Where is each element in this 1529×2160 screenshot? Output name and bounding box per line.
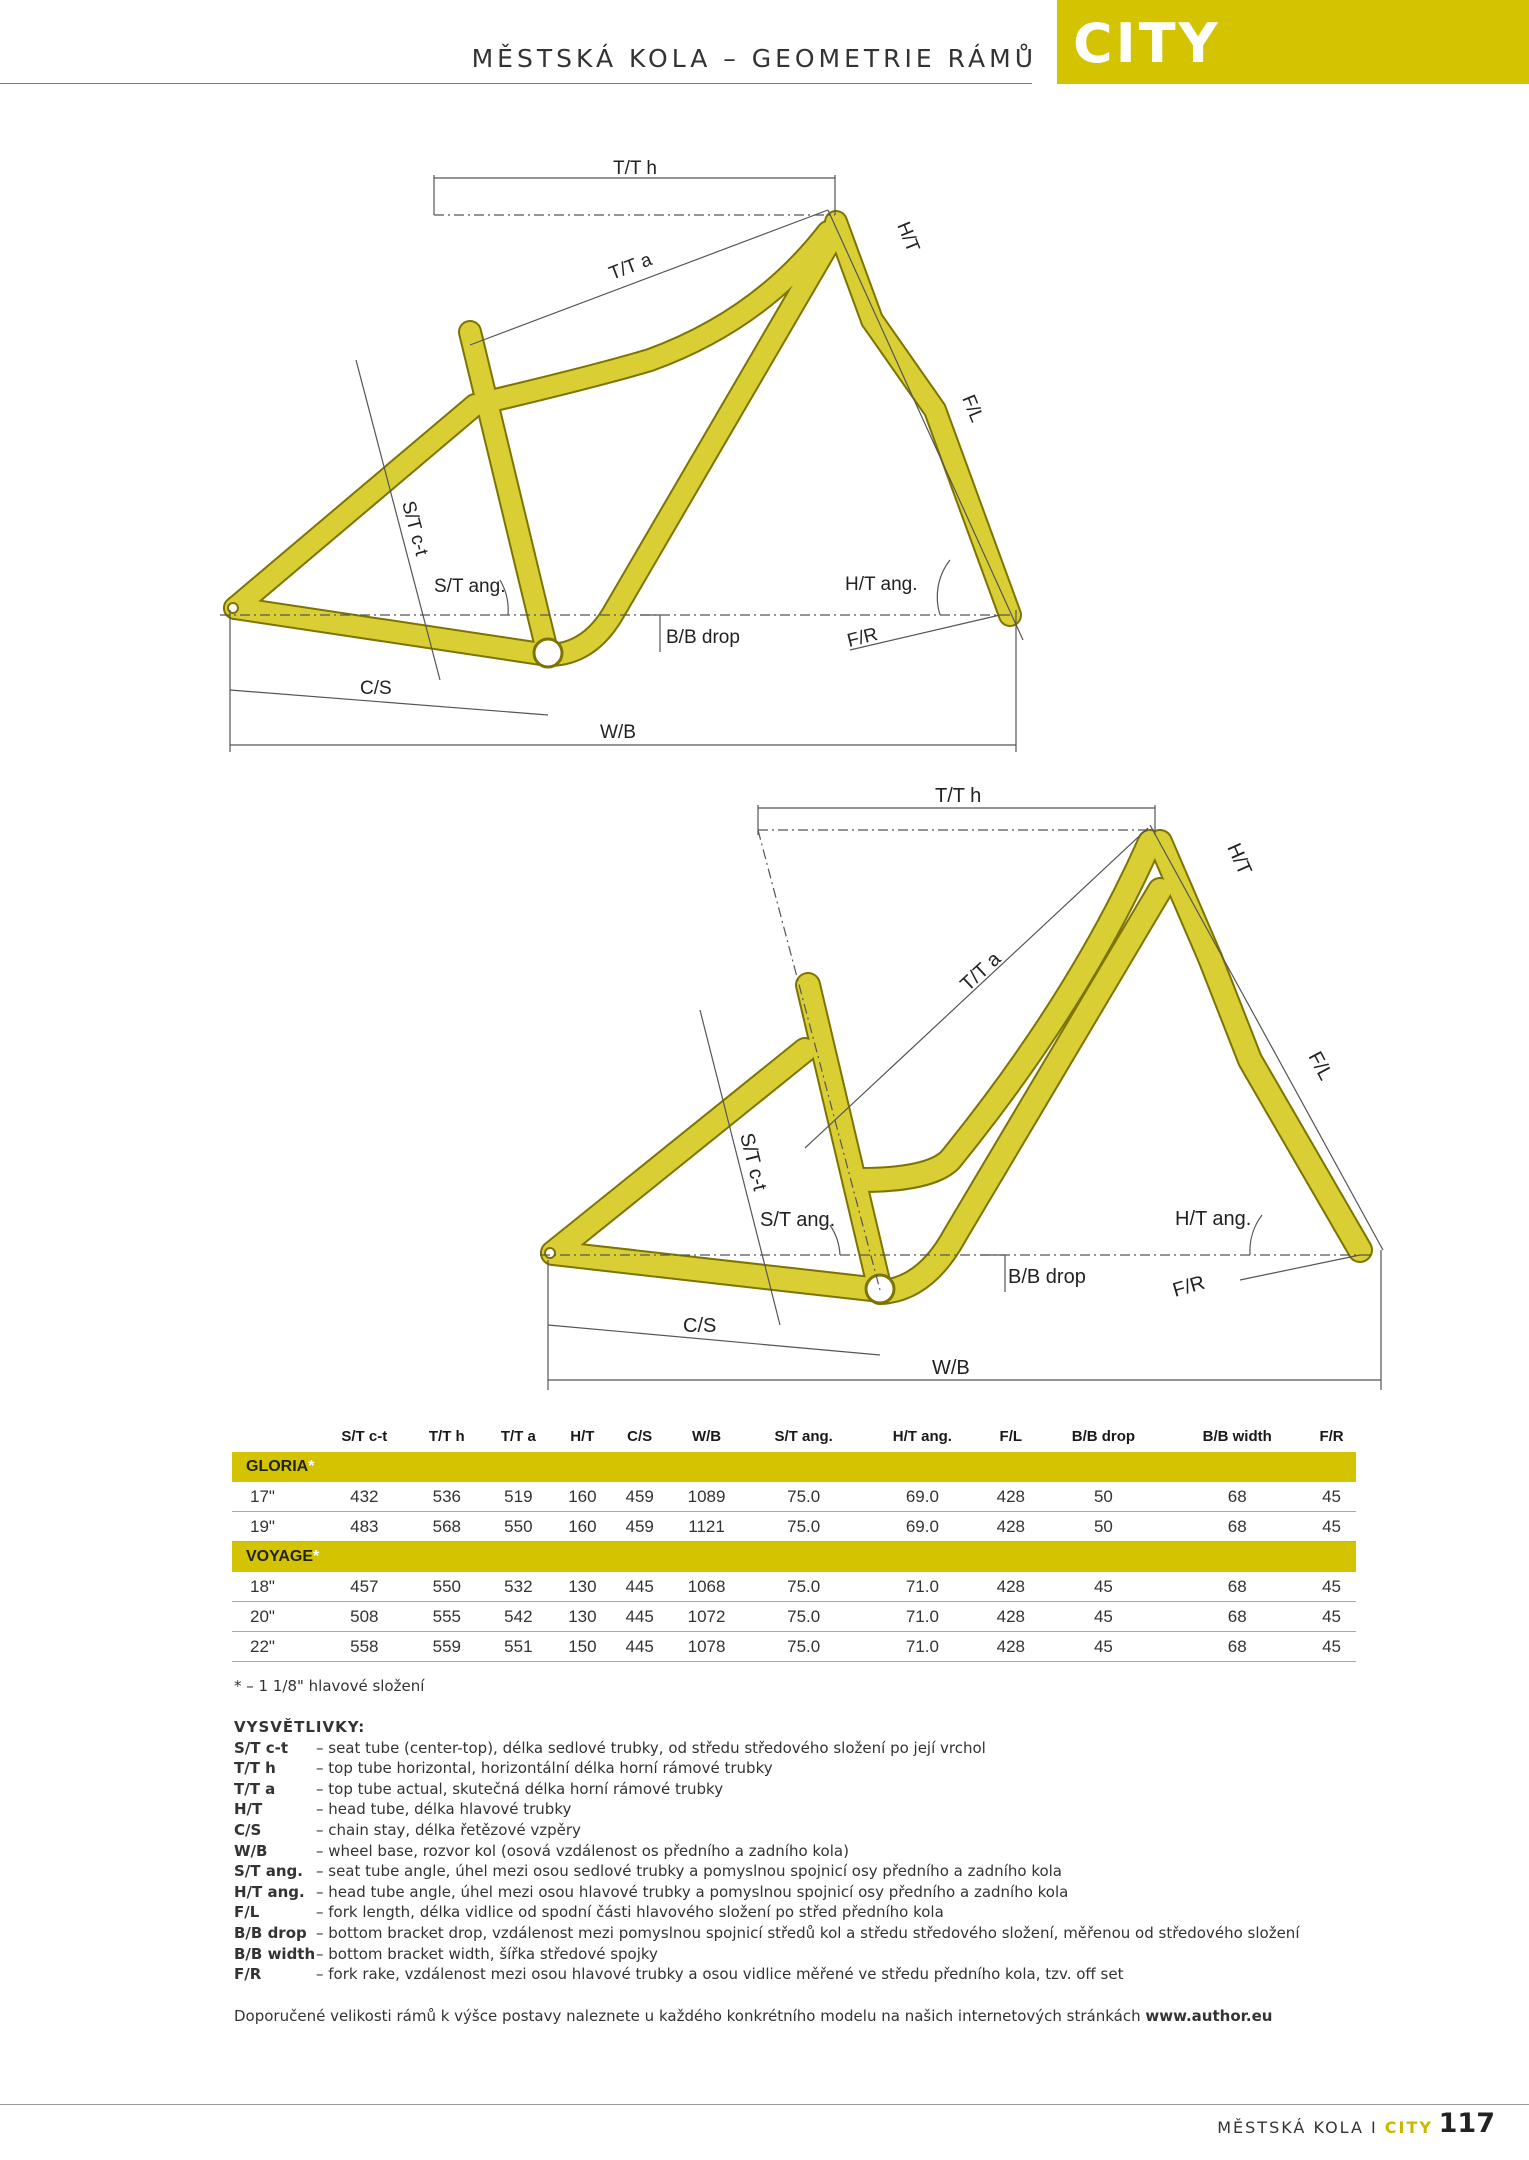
table-group-row [232, 1542, 1356, 1573]
table-row [232, 1632, 1356, 1662]
legend-text: – bottom bracket width, šířka středové spojky [316, 1944, 658, 1963]
label2-seat-tube-ct: S/T c-t [735, 1130, 771, 1194]
label-tt-horizontal: T/T h [613, 158, 657, 179]
table-cell: 71.0 [863, 1602, 983, 1632]
table-cell: 68 [1167, 1602, 1307, 1632]
legend [234, 1717, 1299, 1985]
table-cell: 1078 [668, 1632, 744, 1662]
label2-fork-rake: F/R [1170, 1271, 1208, 1302]
footnote-text: Doporučené velikosti rámů k výšce postavy naleznete u každého konkrétního modelu na našich internetových stránkách [234, 2007, 1146, 2025]
legend-item [234, 1779, 1299, 1800]
label-chain-stay: C/S [360, 678, 392, 699]
frame-size: 18" [232, 1572, 318, 1602]
col-header: B/B width [1202, 1427, 1272, 1445]
label2-head-tube: H/T [1222, 840, 1256, 879]
label2-seat-tube-angle: S/T ang. [760, 1209, 836, 1231]
table-cell: 68 [1167, 1512, 1307, 1542]
label2-tt-horizontal: T/T h [935, 785, 982, 807]
table-cell: 550 [411, 1572, 483, 1602]
table-cell: 68 [1167, 1572, 1307, 1602]
table-cell: 68 [1167, 1632, 1307, 1662]
label-head-tube: H/T [892, 219, 924, 256]
legend-text: – bottom bracket drop, vzdálenost mezi pomyslnou spojnicí středů kol a středu středového složení, měřenou od středového složení [316, 1923, 1300, 1942]
label-seat-tube-angle: S/T ang. [434, 576, 506, 597]
table-cell: 1072 [668, 1602, 744, 1632]
table-row [232, 1602, 1356, 1632]
table-cell: 75.0 [745, 1602, 863, 1632]
legend-title: VYSVĚTLIVKY: [234, 1718, 366, 1736]
legend-item [234, 1923, 1299, 1944]
label-seat-tube-ct: S/T c-t [397, 498, 432, 559]
table-cell: 45 [1039, 1572, 1167, 1602]
table-cell: 432 [318, 1482, 411, 1512]
table-cell: 459 [611, 1512, 668, 1542]
col-header: H/T ang. [892, 1427, 952, 1445]
legend-item [234, 1861, 1299, 1882]
label-bb-drop: B/B drop [666, 627, 740, 648]
legend-key: W/B [234, 1841, 268, 1860]
legend-item [234, 1902, 1299, 1923]
table-cell: 50 [1039, 1482, 1167, 1512]
table-cell: 45 [1039, 1602, 1167, 1632]
label-fork-rake: F/R [845, 624, 880, 652]
legend-key: B/B width [234, 1944, 316, 1963]
table-cell: 1121 [668, 1512, 744, 1542]
table-cell: 550 [483, 1512, 554, 1542]
table-cell: 45 [1307, 1512, 1356, 1542]
frame-size: 17" [232, 1482, 318, 1512]
table-cell: 428 [982, 1512, 1039, 1542]
table-cell: 428 [982, 1482, 1039, 1512]
table-cell: 568 [411, 1512, 483, 1542]
col-header: T/T a [500, 1427, 536, 1445]
table-cell: 519 [483, 1482, 554, 1512]
table-group-row [232, 1452, 1356, 1482]
label2-chain-stay: C/S [683, 1315, 717, 1337]
table-cell: 459 [611, 1482, 668, 1512]
header-rule [0, 83, 1032, 84]
footnote [234, 2007, 1272, 2025]
legend-item [234, 1882, 1299, 1903]
table-cell: 457 [318, 1572, 411, 1602]
table-header-row [232, 1420, 1356, 1452]
table-cell: 45 [1039, 1632, 1167, 1662]
label2-tt-actual: T/T a [956, 947, 1006, 996]
legend-item [234, 1964, 1299, 1985]
table-cell: 428 [982, 1632, 1039, 1662]
table-cell: 428 [982, 1602, 1039, 1632]
legend-text: – top tube actual, skutečná délka horní rámové trubky [316, 1779, 724, 1798]
col-header: T/T h [428, 1427, 465, 1445]
table-cell: 130 [554, 1602, 611, 1632]
frame-tubes-2 [545, 842, 1360, 1303]
col-header: F/L [999, 1427, 1023, 1445]
frame-size: 19" [232, 1512, 318, 1542]
geometry-table [232, 1420, 1356, 1662]
col-header: C/S [627, 1427, 653, 1445]
legend-text: – chain stay, délka řetězové vzpěry [316, 1820, 581, 1839]
section-tab [1057, 0, 1529, 84]
legend-key: F/L [234, 1903, 260, 1922]
frame-size: 22" [232, 1632, 318, 1662]
table-cell: 445 [611, 1572, 668, 1602]
dimension-lines-2 [540, 805, 1383, 1390]
legend-text: – head tube, délka hlavové trubky [316, 1800, 572, 1819]
table-cell: 558 [318, 1632, 411, 1662]
label2-head-tube-angle: H/T ang. [1175, 1208, 1252, 1230]
legend-item [234, 1738, 1299, 1759]
legend-key: T/T h [234, 1759, 276, 1778]
label-wheel-base: W/B [600, 722, 636, 743]
frame-diagram-1 [0, 150, 1529, 770]
footnote-url[interactable]: www.author.eu [1145, 2007, 1273, 2025]
col-header: B/B drop [1071, 1427, 1136, 1445]
legend-text: – seat tube angle, úhel mezi osou sedlové trubky a pomyslnou spojnicí osy předního a zadního kola [316, 1862, 1063, 1881]
legend-item [234, 1841, 1299, 1862]
col-header: S/T ang. [774, 1427, 833, 1445]
label2-wheel-base: W/B [932, 1357, 970, 1379]
legend-key: H/T [234, 1800, 263, 1819]
group-name: GLORIA [246, 1458, 309, 1475]
table-cell: 75.0 [745, 1482, 863, 1512]
table-cell: 542 [483, 1602, 554, 1632]
col-header: F/R [1319, 1427, 1344, 1445]
table-cell: 45 [1307, 1602, 1356, 1632]
table-cell: 428 [982, 1572, 1039, 1602]
table-cell: 75.0 [745, 1572, 863, 1602]
table-cell: 150 [554, 1632, 611, 1662]
footer-section-label: MĚSTSKÁ KOLA I [1217, 2118, 1385, 2137]
legend-text: – fork length, délka vidlice od spodní části hlavového složení po střed předního kola [316, 1903, 944, 1922]
table-row [232, 1572, 1356, 1602]
label-fork-length: F/L [957, 392, 988, 426]
label-tt-actual: T/T a [606, 249, 655, 285]
table-cell: 532 [483, 1572, 554, 1602]
footer-section [1217, 2118, 1433, 2137]
legend-text: – head tube angle, úhel mezi osou hlavové trubky a pomyslnou spojnicí osy předního a zadního kola [316, 1882, 1069, 1901]
table-cell: 536 [411, 1482, 483, 1512]
table-cell: 483 [318, 1512, 411, 1542]
frame-diagram-2 [0, 780, 1529, 1400]
legend-text: – fork rake, vzdálenost mezi osou hlavové trubky a osou vidlice měřené ve středu předního kola, tzv. off set [316, 1965, 1124, 1984]
table-cell: 69.0 [863, 1482, 983, 1512]
col-header: S/T c-t [341, 1427, 388, 1445]
page-number: 117 [1438, 2108, 1495, 2139]
section-tab-label: CITY [1073, 12, 1221, 75]
table-cell: 75.0 [745, 1512, 863, 1542]
legend-key: C/S [234, 1820, 262, 1839]
legend-item [234, 1944, 1299, 1965]
table-cell: 71.0 [863, 1632, 983, 1662]
footer-rule [0, 2104, 1529, 2105]
legend-text: – top tube horizontal, horizontální délka horní rámové trubky [316, 1759, 773, 1778]
label-head-tube-angle: H/T ang. [845, 574, 918, 595]
headset-note: * – 1 1/8" hlavové složení [234, 1677, 425, 1695]
table-cell: 508 [318, 1602, 411, 1632]
table-cell: 160 [554, 1512, 611, 1542]
label2-bb-drop: B/B drop [1008, 1266, 1086, 1288]
table-cell: 69.0 [863, 1512, 983, 1542]
group-mark: * [313, 1548, 320, 1565]
group-name: VOYAGE [246, 1548, 313, 1565]
table-cell: 71.0 [863, 1572, 983, 1602]
page-header-title: MĚSTSKÁ KOLA – GEOMETRIE RÁMŮ [471, 44, 1037, 73]
label2-fork-length: F/L [1303, 1048, 1337, 1084]
table-cell: 445 [611, 1632, 668, 1662]
table-cell: 45 [1307, 1482, 1356, 1512]
table-cell: 445 [611, 1602, 668, 1632]
table-row [232, 1512, 1356, 1542]
table-cell: 75.0 [745, 1632, 863, 1662]
legend-key: B/B drop [234, 1923, 307, 1942]
table-cell: 1068 [668, 1572, 744, 1602]
group-mark: * [308, 1458, 315, 1475]
legend-item [234, 1799, 1299, 1820]
table-cell: 45 [1307, 1572, 1356, 1602]
table-cell: 1089 [668, 1482, 744, 1512]
legend-text: – wheel base, rozvor kol (osová vzdálenost os předního a zadního kola) [316, 1841, 849, 1860]
table-cell: 559 [411, 1632, 483, 1662]
legend-key: H/T ang. [234, 1882, 305, 1901]
legend-item [234, 1758, 1299, 1779]
col-header: W/B [691, 1427, 722, 1445]
table-cell: 160 [554, 1482, 611, 1512]
legend-item [234, 1820, 1299, 1841]
table-cell: 68 [1167, 1482, 1307, 1512]
legend-key: S/T c-t [234, 1738, 289, 1757]
table-cell: 130 [554, 1572, 611, 1602]
legend-key: S/T ang. [234, 1862, 303, 1881]
col-header: H/T [570, 1427, 595, 1445]
table-row [232, 1482, 1356, 1512]
legend-key: F/R [234, 1965, 262, 1984]
table-cell: 551 [483, 1632, 554, 1662]
table-cell: 50 [1039, 1512, 1167, 1542]
footer-accent: CITY [1384, 2118, 1433, 2137]
table-cell: 555 [411, 1602, 483, 1632]
frame-size: 20" [232, 1602, 318, 1632]
legend-text: – seat tube (center-top), délka sedlové trubky, od středu středového složení po její vrchol [316, 1738, 986, 1757]
table-cell: 45 [1307, 1632, 1356, 1662]
legend-key: T/T a [234, 1779, 276, 1798]
